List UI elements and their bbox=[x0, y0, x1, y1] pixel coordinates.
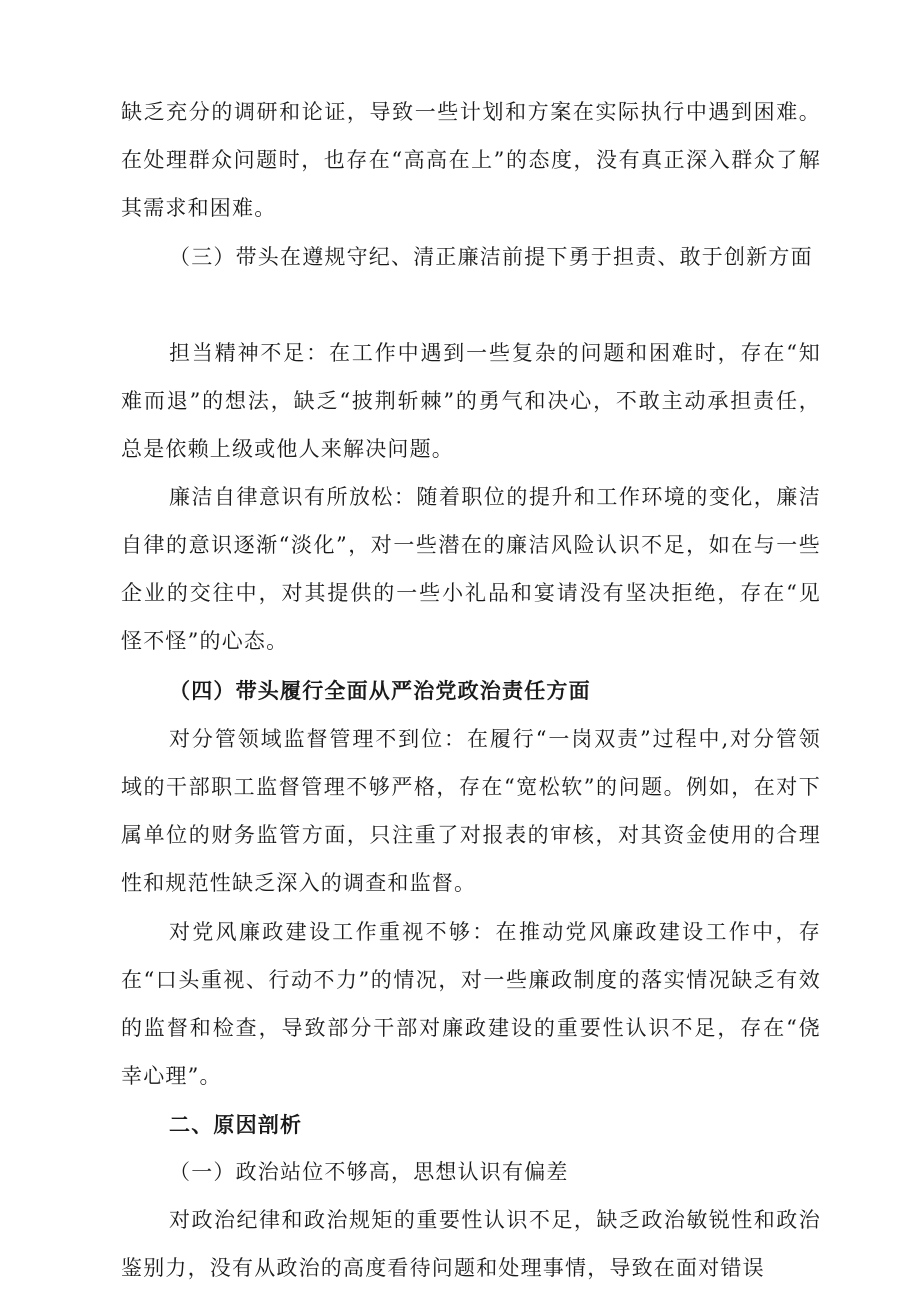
heading-cause-analysis: 二、原因剖析 bbox=[169, 1113, 303, 1137]
paragraph-integrity: 廉洁自律意识有所放松：随着职位的提升和工作环境的变化，廉洁自律的意识逐渐“淡化”，对一些潜在的廉洁风险认识不足，如在与一些企业的交往中，对其提供的一些小礼品和宴请没有坚决拒绝，存在“见怪不怪”的心态。 bbox=[121, 485, 821, 653]
paragraph-responsibility: 担当精神不足：在工作中遇到一些复杂的问题和困难时，存在“知难而退”的想法，缺乏“披荆斩棘”的勇气和决心，不敢主动承担责任，总是依赖上级或他人来解决问题。 bbox=[121, 341, 821, 461]
heading-section-four: （四）带头履行全面从严治党政治责任方面 bbox=[169, 679, 591, 703]
paragraph-supervision: 对分管领域监督管理不到位：在履行“一岗双责”过程中,对分管领域的干部职工监督管理不够严格，存在“宽松软”的问题。例如，在对下属单位的财务监管方面，只注重了对报表的审核，对其资金使用的合理性和规范性缺乏深入的调查和监督。 bbox=[121, 727, 821, 895]
paragraph-party-conduct: 对党风廉政建设工作重视不够：在推动党风廉政建设工作中，存在“口头重视、行动不力”的情况，对一些廉政制度的落实情况缺乏有效的监督和检查，导致部分干部对廉政建设的重要性认识不足，存在“侥幸心理”。 bbox=[121, 920, 821, 1088]
heading-section-three: （三）带头在遵规守纪、清正廉洁前提下勇于担责、敢于创新方面 bbox=[169, 245, 813, 269]
paragraph-political-awareness: 对政治纪律和政治规矩的重要性认识不足，缺乏政治敏锐性和政治鉴别力，没有从政治的高度看待问题和处理事情，导致在面对错误 bbox=[121, 1208, 821, 1280]
paragraph-research-lacking: 缺乏充分的调研和论证，导致一些计划和方案在实际执行中遇到困难。在处理群众问题时，也存在“高高在上”的态度，没有真正深入群众了解其需求和困难。 bbox=[121, 100, 821, 220]
heading-subsection-one: （一）政治站位不够高，思想认识有偏差 bbox=[169, 1160, 569, 1184]
